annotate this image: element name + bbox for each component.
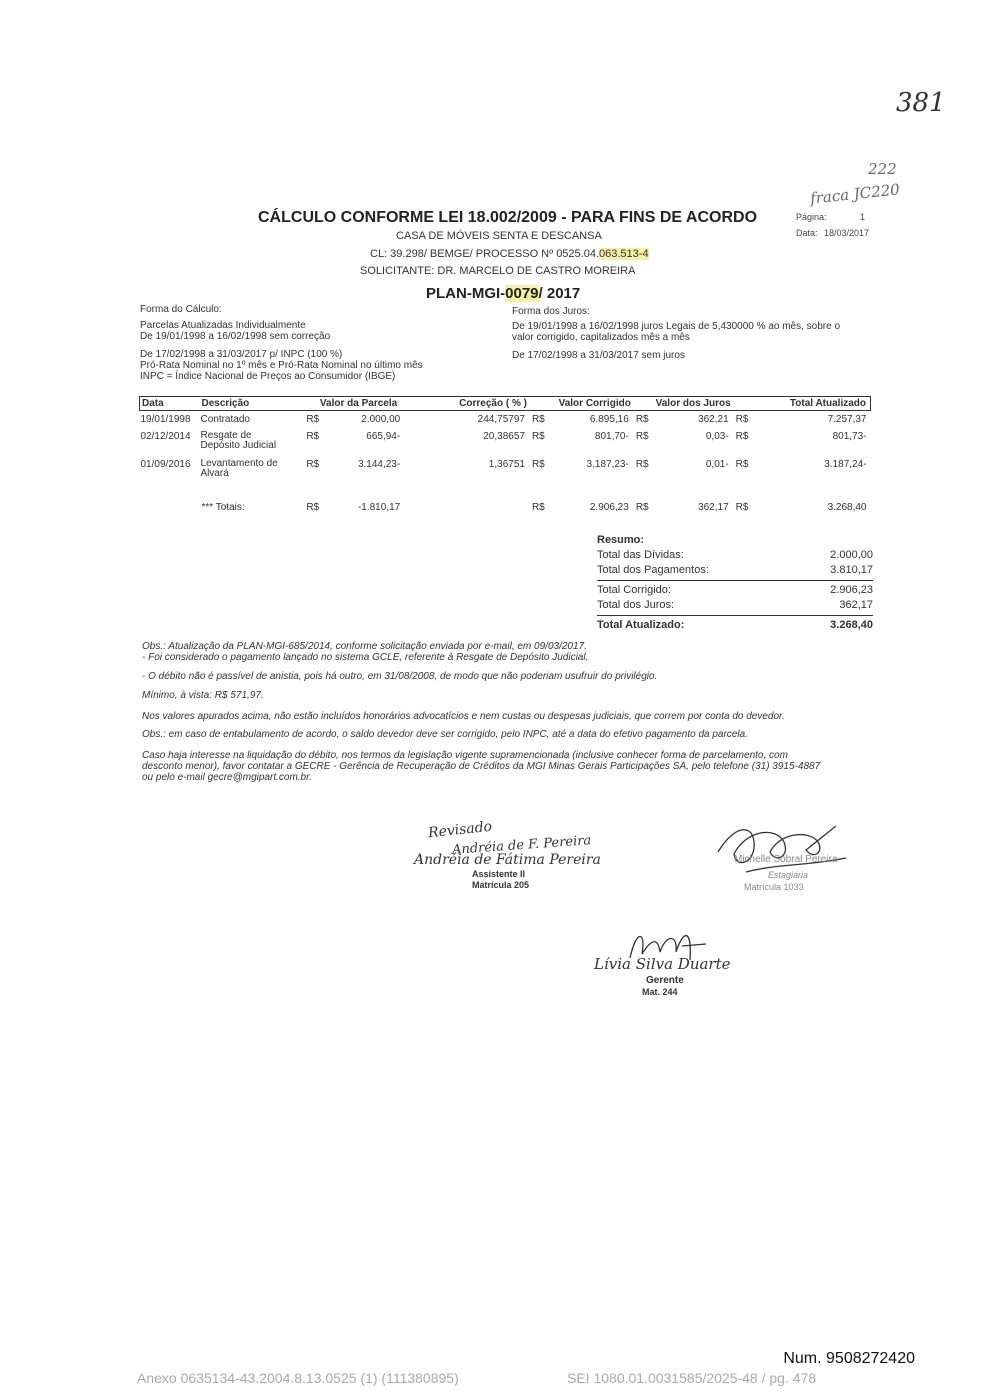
header-juros: Valor dos Juros	[655, 398, 731, 409]
note-contact: desconto menor), favor contatar a GECRE - Gerência de Recuperação de Créditos da MGI Minas Gerais Participações SA, pelo telefone (31) 3915-4887	[142, 761, 821, 772]
table-header-row	[140, 397, 871, 411]
note-agreement: Obs.: em caso de entabulamento de acordo, o saldo devedor deve ser corrigido, pelo INPC, até a data do efetivo pagamento da parcela.	[142, 729, 748, 740]
date-label: Data:	[796, 228, 818, 238]
plan-number	[426, 285, 580, 302]
summary-divider	[597, 615, 873, 616]
summary-label: Total dos Pagamentos:	[597, 564, 709, 576]
calc-form-line: Parcelas Atualizadas Individualmente	[140, 320, 306, 331]
totals-row	[140, 480, 871, 514]
left-signer-name: Andréia de Fátima Pereira	[414, 852, 601, 868]
row-total: 801,73-	[832, 431, 867, 442]
totals-corrigido: 2.906,23	[589, 502, 629, 513]
row-corrigido: 6.895,16	[589, 414, 629, 425]
currency: R$	[735, 431, 749, 442]
currency: R$	[735, 502, 749, 513]
calc-form-line: Pró-Rata Nominal no 1º mês e Pró-Rata Nominal no último mês	[140, 360, 423, 371]
header-corrigido: Valor Corrigido	[558, 398, 631, 409]
summary-row	[597, 619, 873, 631]
summary-value: 3.810,17	[830, 564, 873, 576]
row-desc-line: Resgate de	[200, 430, 252, 441]
row-parcela: 3.144,23-	[357, 459, 401, 470]
row-correcao: 1,36751	[488, 459, 525, 470]
table-row	[140, 452, 871, 480]
summary-row	[597, 599, 873, 611]
summary-row	[597, 564, 873, 576]
totals-label: *** Totais:	[201, 502, 245, 513]
right-signature-mark	[706, 812, 856, 892]
row-juros: 362,21	[698, 414, 729, 425]
left-signature-script: Andréia de F. Pereira	[451, 833, 592, 858]
interest-form-label: Forma dos Juros:	[512, 306, 590, 317]
row-juros: 0,03-	[705, 431, 729, 442]
calc-form-line: INPC = Índice Nacional de Preços ao Consumidor (IBGE)	[140, 371, 396, 382]
currency: R$	[531, 431, 545, 442]
calc-form-label: Forma do Cálculo:	[140, 304, 222, 315]
row-desc-line: Contratado	[200, 414, 250, 425]
handwritten-corner-number: 222	[868, 160, 897, 178]
header-parcela: Valor da Parcela	[319, 398, 398, 409]
row-date: 01/09/2016	[140, 459, 191, 470]
process-prefix: CL: 39.298/ BEMGE/ PROCESSO Nº 0525.04.	[370, 248, 600, 260]
summary-label: Total Corrigido:	[597, 584, 671, 596]
header-correcao: Correção ( % )	[459, 398, 527, 409]
bottom-signer-matricula: Mat. 244	[642, 987, 678, 997]
reviewed-script: Revisado	[427, 818, 493, 842]
requester: SOLICITANTE: DR. MARCELO DE CASTRO MOREIRA	[360, 265, 636, 277]
header-description: Descrição	[201, 398, 250, 409]
totals-total: 3.268,40	[827, 502, 867, 513]
row-desc-line: Levantamento de	[200, 458, 278, 469]
row-total: 3.187,24-	[824, 459, 867, 470]
right-signer-role: Estagiária	[768, 870, 809, 880]
page-value: 1	[860, 212, 866, 222]
row-correcao: 244,75797	[477, 414, 525, 425]
summary-label: Total dos Juros:	[597, 599, 675, 611]
currency: R$	[306, 502, 320, 513]
currency: R$	[635, 502, 649, 513]
process-highlight: 063.513-4	[599, 248, 649, 260]
summary-label: Total Atualizado:	[597, 619, 685, 631]
row-total: 7.257,37	[827, 414, 867, 425]
row-corrigido: 3.187,23-	[586, 459, 629, 470]
header-total: Total Atualizado	[789, 398, 866, 409]
note-minimum: Mínimo, à vista: R$ 571,97.	[142, 690, 264, 701]
note-obs: Obs.: Atualização da PLAN-MGI-685/2014, conforme solicitação enviada por e-mail, em 09/03/2017.	[142, 641, 587, 652]
summary-value: 2.000,00	[830, 549, 873, 561]
table-row	[140, 411, 871, 427]
row-desc-line: Depósito Judicial	[200, 440, 277, 451]
table-row	[140, 426, 871, 452]
summary-label: Total das Dívidas:	[597, 549, 684, 561]
bottom-signer-role: Gerente	[646, 975, 684, 986]
currency: R$	[735, 459, 749, 470]
row-juros: 0,01-	[705, 459, 729, 470]
currency: R$	[306, 431, 320, 442]
row-parcela: 2.000,00	[361, 414, 401, 425]
company-name: CASA DE MÓVEIS SENTA E DESCANSA	[396, 230, 602, 242]
plan-highlight: 0079	[505, 285, 539, 302]
note-contact: Caso haja interesse na liquidação do débito, nos termos da legislação vigente supramencionada (inclusive conhecer forma de parcelamento, com	[142, 750, 788, 761]
sei-reference: SEI 1080.01.0031585/2025-48 / pg. 478	[567, 1370, 817, 1386]
note-obs: - O débito não é passível de anistia, pois há outro, em 31/08/2008, de modo que não poderiam usufruir do privilégio.	[142, 671, 658, 682]
calculation-table	[139, 396, 871, 514]
annex-reference: Anexo 0635134-43.2004.8.13.0525 (1) (111380895)	[137, 1370, 459, 1386]
summary-value: 362,17	[839, 599, 873, 611]
calc-form-line: De 19/01/1998 a 16/02/1998 sem correção	[140, 331, 331, 342]
handwritten-corner-note: fraca JC220	[809, 180, 901, 208]
summary-row	[597, 584, 873, 596]
summary-row	[597, 549, 873, 561]
row-date: 02/12/2014	[140, 431, 191, 442]
right-signer-name: Michelle Sobral Pereira	[734, 854, 838, 865]
row-date: 19/01/1998	[140, 414, 191, 425]
plan-suffix: / 2017	[538, 285, 581, 302]
currency: R$	[635, 431, 649, 442]
row-description	[199, 452, 305, 480]
currency: R$	[635, 459, 649, 470]
interest-form-line: De 19/01/1998 a 16/02/1998 juros Legais de 5,430000 % ao mês, sobre o	[512, 321, 841, 332]
row-desc-line: Alvará	[200, 468, 229, 479]
handwritten-page-number: 381	[896, 88, 946, 118]
process-line	[370, 248, 649, 260]
interest-form-line: valor corrigido, capitalizados mês a mês	[512, 332, 690, 343]
document-title: CÁLCULO CONFORME LEI 18.002/2009 - PARA FINS DE ACORDO	[258, 209, 758, 226]
note-values: Nos valores apurados acima, não estão incluídos honorários advocatícios e nem custas ou despesas judiciais, que correm por conta do devedor.	[142, 711, 785, 722]
row-correcao: 20,38657	[483, 431, 525, 442]
currency: R$	[306, 414, 320, 425]
currency: R$	[306, 459, 320, 470]
summary-value: 2.906,23	[830, 584, 873, 596]
interest-form-line: De 17/02/1998 a 31/03/2017 sem juros	[512, 350, 685, 361]
header-date: Data	[142, 398, 164, 409]
plan-prefix: PLAN-MGI-	[426, 285, 506, 302]
summary-block	[597, 534, 873, 631]
bottom-signer-name: Lívia Silva Duarte	[594, 955, 731, 973]
summary-value: 3.268,40	[830, 619, 873, 631]
currency: R$	[531, 459, 545, 470]
row-description	[199, 411, 305, 427]
calc-form-line: De 17/02/1998 a 31/03/2017 p/ INPC (100 %)	[140, 349, 343, 360]
document-number: Num. 9508272420	[783, 1350, 915, 1367]
page-label: Página:	[796, 212, 827, 222]
currency: R$	[635, 414, 649, 425]
summary-title: Resumo:	[597, 534, 645, 546]
currency: R$	[531, 502, 545, 513]
right-signer-matricula: Matrícula 1033	[744, 882, 804, 892]
row-description	[199, 426, 305, 452]
left-signer-role: Assistente II	[472, 869, 526, 879]
totals-parcela: -1.810,17	[357, 502, 401, 513]
note-obs: - Foi considerado o pagamento lançado no sistema GCLE, referente à Resgate de Depósito Judicial.	[142, 652, 589, 663]
left-signer-matricula: Matrícula 205	[472, 880, 530, 890]
note-contact: ou pelo e-mail gecre@mgipart.com.br.	[142, 772, 312, 783]
row-corrigido: 801,70-	[594, 431, 629, 442]
totals-juros: 362,17	[698, 502, 729, 513]
currency: R$	[735, 414, 749, 425]
currency: R$	[531, 414, 545, 425]
date-value: 18/03/2017	[824, 228, 870, 238]
summary-divider	[597, 580, 873, 581]
row-parcela: 665,94-	[366, 431, 401, 442]
